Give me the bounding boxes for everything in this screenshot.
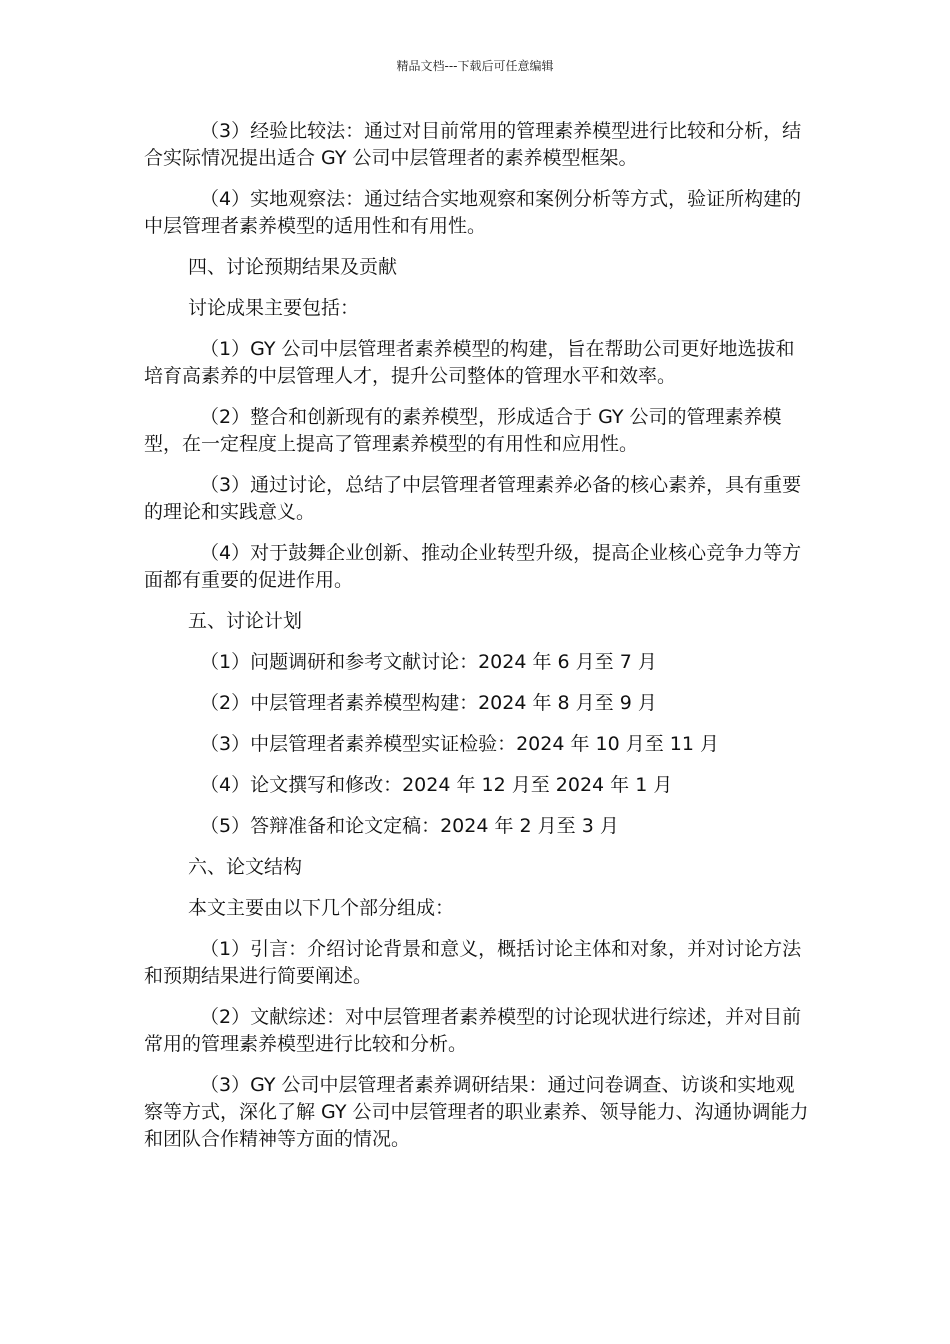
paragraph-structure-2: （2）文献综述：对中层管理者素养模型的讨论现状进行综述，并对目前常用的管理素养模型进行比较和分析。 [144,1006,802,1055]
paragraph-result-1: （1）GY 公司中层管理者素养模型的构建，旨在帮助公司更好地选拔和培育高素养的中层管理人才，提升公司整体的管理水平和效率。 [144,338,795,387]
paragraph-structure-intro: 本文主要由以下几个部分组成： [188,897,455,919]
paragraph-structure-1: （1）引言：介绍讨论背景和意义，概括讨论主体和对象，并对讨论方法和预期结果进行简要阐述。 [144,938,802,987]
paragraph-method-4: （4）实地观察法：通过结合实地观察和案例分析等方式，验证所构建的中层管理者素养模型的适用性和有用性。 [144,188,802,237]
paragraph-results-intro: 讨论成果主要包括： [188,297,360,319]
paragraph-method-3: （3）经验比较法：通过对目前常用的管理素养模型进行比较和分析，结合实际情况提出适合 GY 公司中层管理者的素养模型框架。 [144,120,802,169]
section-heading-plan: 五、讨论计划 [188,610,303,632]
plan-item-4: （4）论文撰写和修改：2024 年 12 月至 2024 年 1 月 [200,774,673,796]
document-body [144,118,812,1167]
paragraph-structure-3: （3）GY 公司中层管理者素养调研结果：通过问卷调查、访谈和实地观察等方式，深化了解 GY 公司中层管理者的职业素养、领导能力、沟通协调能力和团队合作精神等方面的情况。 [144,1074,809,1150]
section-heading-expected-results: 四、讨论预期结果及贡献 [188,256,398,278]
plan-item-2: （2）中层管理者素养模型构建：2024 年 8 月至 9 月 [200,692,657,714]
plan-item-5: （5）答辩准备和论文定稿：2024 年 2 月至 3 月 [200,815,619,837]
paragraph-result-2: （2）整合和创新现有的素养模型，形成适合于 GY 公司的管理素养模型，在一定程度上提高了管理素养模型的有用性和应用性。 [144,406,782,455]
paragraph-result-3: （3）通过讨论，总结了中层管理者管理素养必备的核心素养，具有重要的理论和实践意义。 [144,474,802,523]
plan-item-1: （1）问题调研和参考文献讨论：2024 年 6 月至 7 月 [200,651,657,673]
section-heading-structure: 六、论文结构 [188,856,303,878]
paragraph-result-4: （4）对于鼓舞企业创新、推动企业转型升级，提高企业核心竞争力等方面都有重要的促进作用。 [144,542,802,591]
page-header: 精品文档---下载后可任意编辑 [396,59,554,73]
plan-item-3: （3）中层管理者素养模型实证检验：2024 年 10 月至 11 月 [200,733,719,755]
